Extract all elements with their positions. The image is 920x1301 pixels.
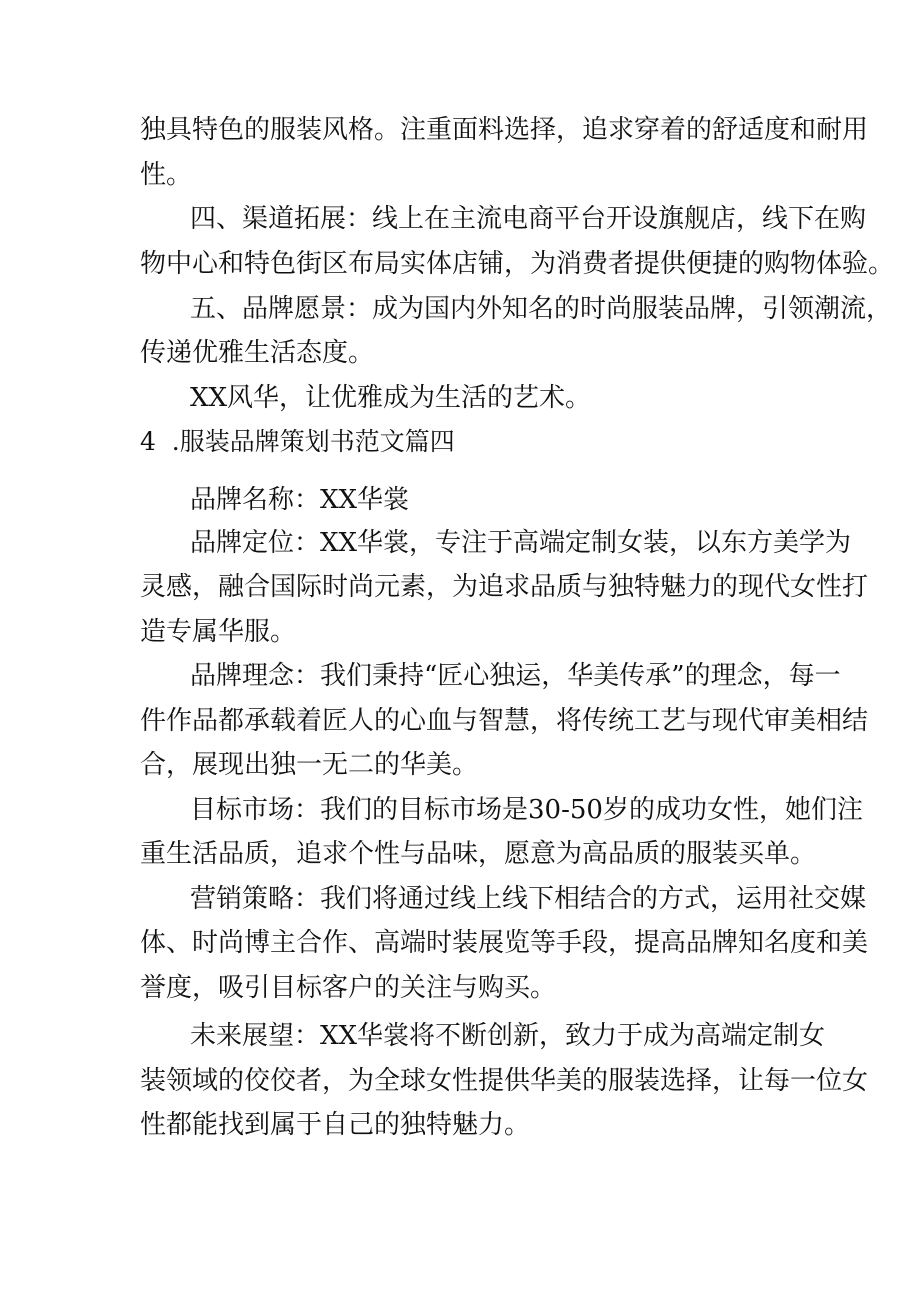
paragraph-line: 誉度，吸引目标客户的关注与购买。 <box>140 973 557 1003</box>
paragraph-line: 造专属华服。 <box>140 617 297 647</box>
paragraph-line: 灵感，融合国际时尚元素，为追求品质与独特魅力的现代女性打 <box>140 572 869 602</box>
paragraph-line: 营销策略：我们将通过线上线下相结合的方式，运用社交媒 <box>190 884 867 914</box>
paragraph-line: 品牌定位：XX华裳，专注于高端定制女装，以东方美学为 <box>190 528 852 558</box>
paragraph-line: 未来展望：XX华裳将不断创新，致力于成为高端定制女 <box>190 1021 826 1051</box>
paragraph-line: 体、时尚博主合作、高端时装展览等手段，提高品牌知名度和美 <box>140 928 869 958</box>
paragraph-line: 目标市场：我们的目标市场是30-50岁的成功女性，她们注 <box>190 795 863 825</box>
section-heading: 4 .服装品牌策划书范文篇四 <box>140 427 455 456</box>
paragraph-line: 品牌名称：XX华裳 <box>190 485 410 515</box>
paragraph-line: 性都能找到属于自己的独特魅力。 <box>140 1110 531 1140</box>
paragraph-line: 合，展现出独一无二的华美。 <box>140 750 479 780</box>
paragraph-line: 独具特色的服装风格。注重面料选择，追求穿着的舒适度和耐用 <box>140 115 869 145</box>
paragraph-line: 物中心和特色街区布局实体店铺，为消费者提供便捷的购物体验。 <box>140 249 895 279</box>
paragraph-line: 五、品牌愿景：成为国内外知名的时尚服装品牌，引领潮流， <box>190 294 893 324</box>
paragraph-line: 件作品都承载着匠人的心血与智慧，将传统工艺与现代审美相结 <box>140 706 869 736</box>
paragraph-line: 四、渠道拓展：线上在主流电商平台开设旗舰店，线下在购 <box>190 204 867 234</box>
paragraph-line: 传递优雅生活态度。 <box>140 338 375 368</box>
paragraph-line: 性。 <box>140 160 193 190</box>
paragraph-line: 品牌理念：我们秉持“匠心独运，华美传承”的理念，每一 <box>190 661 841 691</box>
paragraph-line: 装领域的佼佼者，为全球女性提供华美的服装选择，让每一位女 <box>140 1066 869 1096</box>
paragraph-line: 重生活品质，追求个性与品味，愿意为高品质的服装买单。 <box>140 839 817 869</box>
paragraph-line: XX风华，让优雅成为生活的艺术。 <box>190 383 592 413</box>
